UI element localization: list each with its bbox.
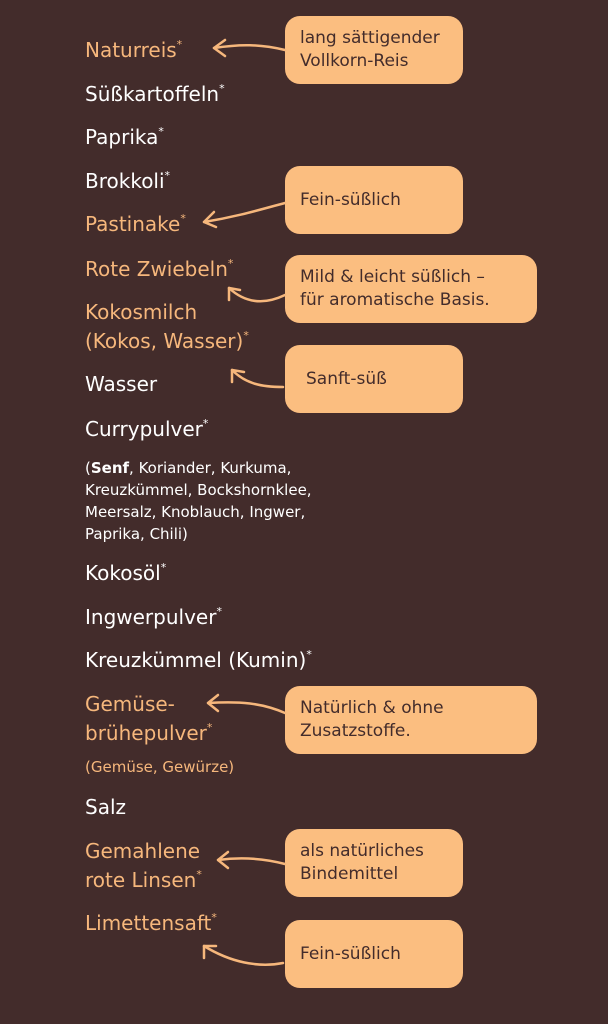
note-text: lang sättigender Vollkorn-Reis — [300, 28, 440, 71]
asterisk: * — [206, 721, 213, 734]
ingredient-label: Paprika — [85, 125, 159, 149]
ingredient-label: Gemüse- — [85, 692, 175, 716]
arrow-pastinake — [204, 203, 285, 227]
sub-text: Paprika, Chili) — [85, 525, 188, 543]
ingredient-label: Brokkoli — [85, 169, 165, 193]
sub-text: , Koriander, Kurkuma, — [129, 459, 292, 477]
asterisk: * — [216, 605, 222, 618]
asterisk: * — [196, 868, 202, 881]
note-text: als natürliches Bindemittel — [300, 841, 424, 884]
sub-text: Meersalz, Knoblauch, Ingwer, — [85, 503, 306, 521]
arrow-limettensaft — [204, 946, 283, 965]
note-text: Sanft-süß — [306, 368, 387, 389]
sub-text: (Gemüse, Gewürze) — [85, 758, 235, 776]
ingredient-label: Naturreis — [85, 38, 177, 62]
paren-open: ( — [85, 459, 91, 477]
asterisk: * — [202, 417, 209, 430]
ingredient-label: Pastinake — [85, 212, 181, 236]
asterisk: * — [306, 648, 312, 661]
ingredient-label: Salz — [85, 795, 127, 819]
arrow-kokosmilch — [232, 370, 283, 387]
ingredient-label: Kokosmilch — [85, 300, 198, 324]
ingredient-label: Rote Zwiebeln — [85, 257, 228, 281]
ingredient-label: brühepulver — [85, 721, 207, 745]
arrow-rote-linsen — [218, 852, 285, 868]
asterisk: * — [243, 329, 249, 342]
ingredient-label: Kreuzkümmel (Kumin) — [85, 648, 307, 672]
ingredient-label: Limettensaft — [85, 911, 212, 935]
note-text: Fein-süßlich — [300, 943, 401, 964]
asterisk: * — [227, 257, 234, 270]
note-text: Mild & leicht süßlich – für aromatische Basis. — [300, 267, 490, 310]
arrow-rote-zwiebeln — [229, 288, 285, 301]
asterisk: * — [211, 911, 217, 924]
ingredient-label: Kokosöl — [85, 561, 161, 585]
note-text: Natürlich & ohne Zusatzstoffe. — [300, 698, 444, 741]
ingredient-label: Ingwerpulver — [85, 605, 217, 629]
sub-text: Kreuzkümmel, Bockshornklee, — [85, 481, 312, 499]
note-text: Fein-süßlich — [300, 189, 401, 210]
ingredient-label: Süßkartoffeln — [85, 82, 220, 106]
asterisk: * — [158, 125, 164, 138]
asterisk: * — [176, 38, 183, 51]
ingredient-detail: (Kokos, Wasser) — [85, 329, 244, 353]
arrow-naturreis — [214, 40, 285, 56]
asterisk: * — [164, 169, 171, 182]
arrow-gemuesebruehe — [208, 695, 285, 713]
asterisk: * — [180, 212, 186, 225]
allergen-senf: Senf — [90, 459, 130, 477]
ingredient-label: Gemahlene — [85, 839, 201, 863]
ingredient-label: Wasser — [85, 372, 158, 396]
ingredient-label: Currypulver — [85, 417, 203, 441]
ingredient-label: rote Linsen — [85, 868, 197, 892]
asterisk: * — [160, 561, 167, 574]
asterisk: * — [219, 82, 225, 95]
